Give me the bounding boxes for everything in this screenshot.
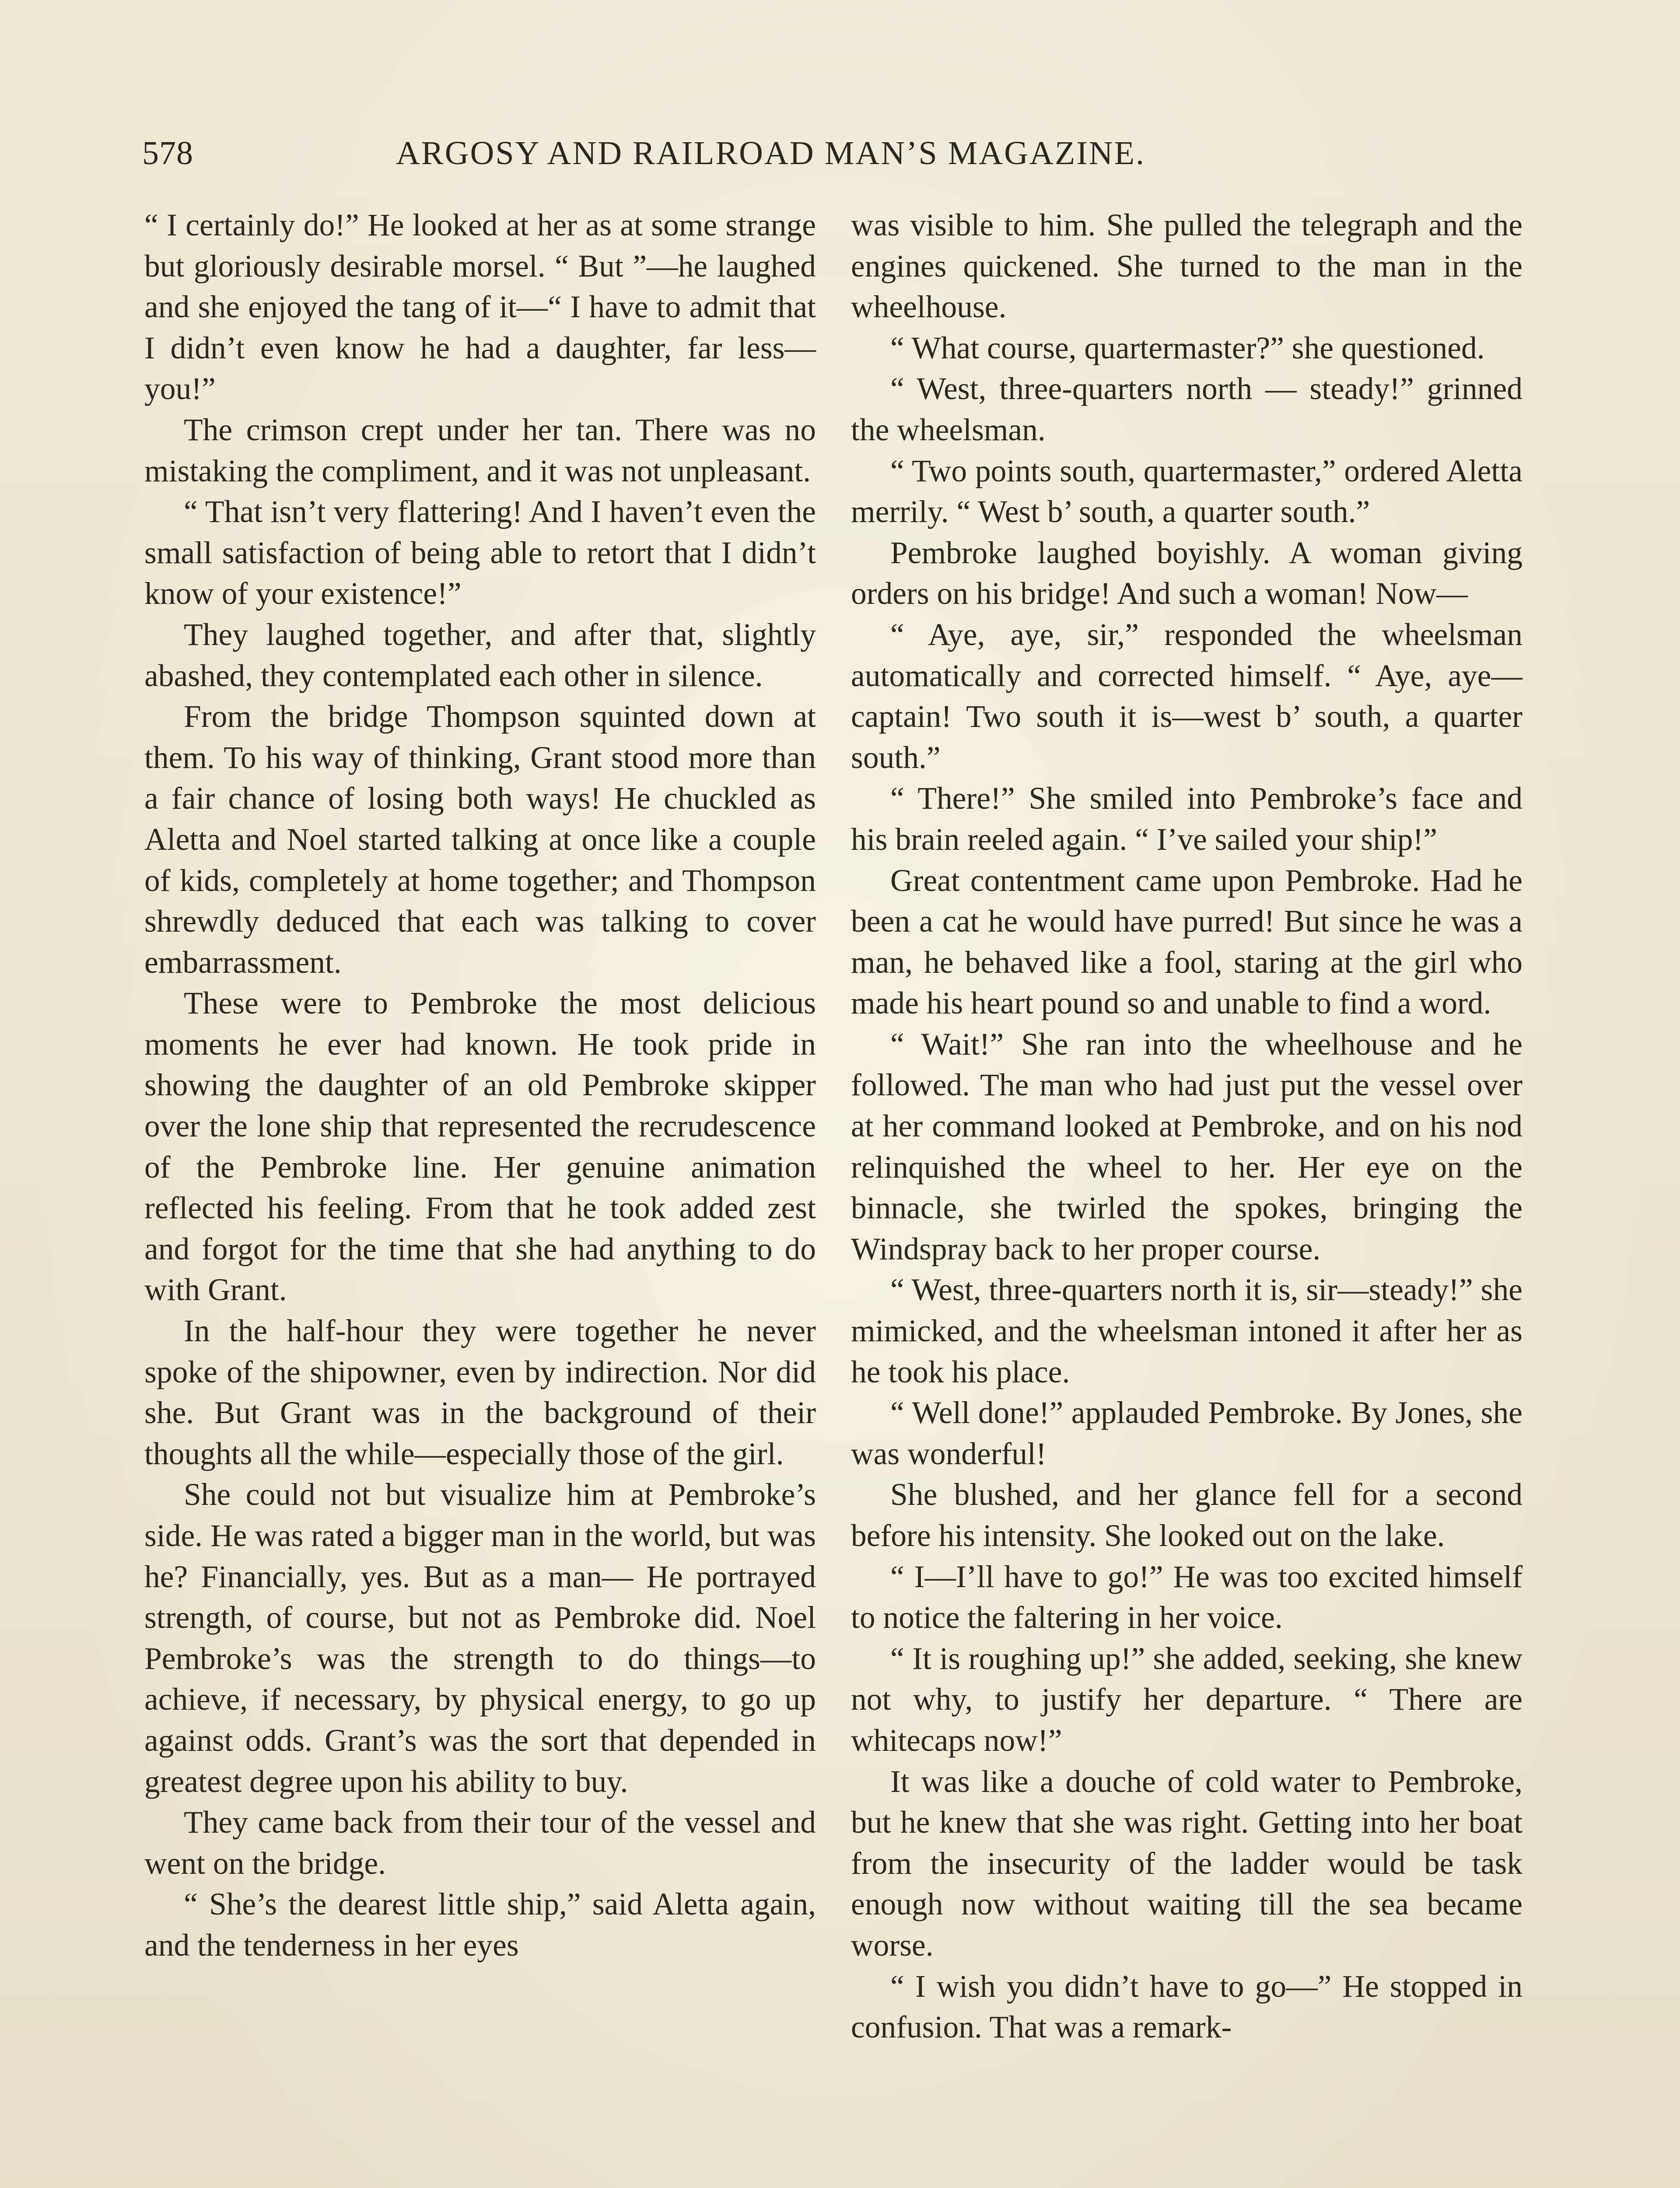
paragraph: “ I certainly do!” He looked at her as at some strange but gloriously desirable morsel. “ But ”—he laughed and she enjoyed the tang of it—“ I have to admit that I didn’t even know he had a daughter, far less—you!” (144, 208, 816, 407)
paragraph: “ What course, quartermaster?” she questioned. (890, 330, 1485, 365)
paragraph: Pembroke laughed boyishly. A woman giving orders on his bridge! And such a woman! Now— (851, 535, 1522, 611)
page-number: 578 (142, 135, 193, 172)
paragraph: They laughed together, and after that, slightly abashed, they contemplated each other in silence. (144, 617, 816, 693)
left-text-column (144, 205, 816, 1966)
paragraph: “ She’s the dearest little ship,” said Aletta again, and the tenderness in her eyes (144, 1887, 816, 1963)
paragraph: “ Well done!” applauded Pembroke. By Jones, she was wonderful! (851, 1396, 1522, 1471)
paragraph: “ I—I’ll have to go!” He was too excited himself to notice the faltering in her voice. (851, 1559, 1522, 1635)
paragraph: Great contentment came upon Pembroke. Had he been a cat he would have purred! But since he was a man, he behaved like a fool, staring at the girl who made his heart pound so and unable to find a word. (851, 863, 1522, 1021)
paragraph: “ Two points south, quartermaster,” ordered Aletta merrily. “ West b’ south, a quarter south.” (851, 453, 1522, 529)
paragraph: “ West, three-quarters north it is, sir—steady!” she mimicked, and the wheelsman intoned it after her as he took his place. (851, 1273, 1522, 1389)
paragraph: She could not but visualize him at Pembroke’s side. He was rated a bigger man in the world, but was he? Financially, yes. But as a man— He portrayed strength, of course, but not as Pembroke did. Noel Pembroke’s was the strength to do things—to achieve, if necessary, by physical energy, to go up against odds. Grant’s was the sort that depended in greatest degree upon his ability to buy. (144, 1477, 816, 1799)
paragraph: In the half-hour they were together he never spoke of the shipowner, even by indirection. Nor did she. But Grant was in the background of their thoughts all the while—especially those of the girl. (144, 1314, 816, 1471)
paragraph: These were to Pembroke the most delicious moments he ever had known. He took pride in showing the daughter of an old Pembroke skipper over the lone ship that represented the recrudescence of the Pembroke line. Her genuine animation reflected his feeling. From that he took added zest and forgot for the time that she had anything to do with Grant. (144, 986, 816, 1308)
paragraph: “ Wait!” She ran into the wheelhouse and he followed. The man who had just put the vessel over at her command looked at Pembroke, and on his nod relinquished the wheel to her. Her eye on the binnacle, she twirled the spokes, bringing the Windspray back to her proper course. (851, 1027, 1522, 1266)
paragraph: They came back from their tour of the vessel and went on the bridge. (144, 1805, 816, 1881)
paragraph: “ I wish you didn’t have to go—” He stopped in confusion. That was a remark- (851, 1969, 1522, 2045)
paragraph: She blushed, and her glance fell for a second before his intensity. She looked out on the lake. (851, 1477, 1522, 1553)
paragraph: “ West, three-quarters north — steady!” grinned the wheelsman. (851, 372, 1522, 447)
running-head-title: ARGOSY AND RAILROAD MAN’S MAGAZINE. (396, 135, 1145, 172)
paragraph: From the bridge Thompson squinted down at them. To his way of thinking, Grant stood more than a fair chance of losing both ways! He chuckled as Aletta and Noel started talking at once like a couple of kids, completely at home together; and Thompson shrewdly deduced that each was talking to cover embarrassment. (144, 699, 816, 980)
page-header (142, 131, 1286, 175)
paragraph: “ There!” She smiled into Pembroke’s face and his brain reeled again. “ I’ve sailed your ship!” (851, 781, 1522, 857)
right-text-column (851, 205, 1522, 2048)
paragraph: “ Aye, aye, sir,” responded the wheelsman automatically and corrected himself. “ Aye, aye—captain! Two south it is—west b’ south, a quarter south.” (851, 617, 1522, 775)
paragraph: “ That isn’t very flattering! And I haven’t even the small satisfaction of being able to retort that I didn’t know of your existence!” (144, 494, 816, 611)
paragraph: was visible to him. She pulled the telegraph and the engines quickened. She turned to the man in the wheelhouse. (851, 208, 1522, 325)
paragraph: It was like a douche of cold water to Pembroke, but he knew that she was right. Getting into her boat from the insecurity of the ladder would be task enough now without waiting till the sea became worse. (851, 1764, 1522, 1963)
paragraph: “ It is roughing up!” she added, seeking, she knew not why, to justify her departure. “ There are whitecaps now!” (851, 1641, 1522, 1758)
paragraph: The crimson crept under her tan. There was no mistaking the compliment, and it was not unpleasant. (144, 412, 816, 488)
